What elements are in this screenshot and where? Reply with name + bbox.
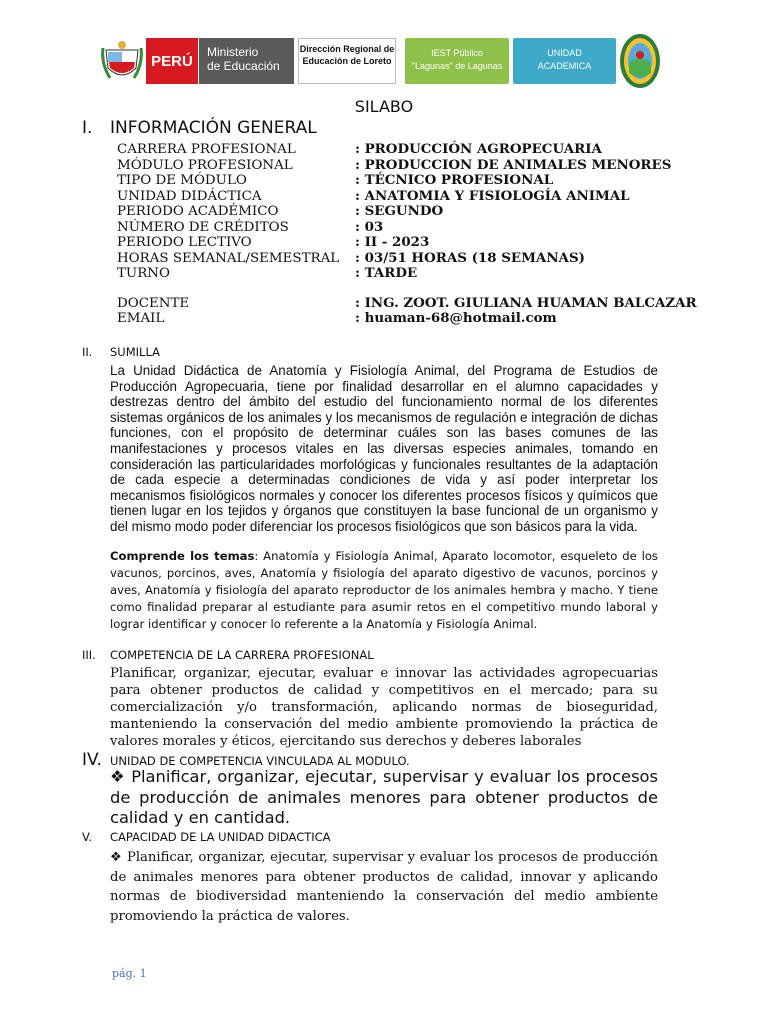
info-label: NÚMERO DE CRÉDITOS [117, 219, 289, 235]
section-4-title: UNIDAD DE COMPETENCIA VINCULADA AL MODULO. [110, 754, 410, 768]
info-row [117, 158, 697, 174]
info-row-docente [117, 296, 697, 312]
institution-crest-icon [619, 33, 661, 89]
info-value: : PRODUCCION DE ANIMALES MENORES [355, 156, 672, 173]
info-row-email [117, 311, 697, 327]
info-row [117, 235, 697, 251]
section-1-heading [82, 118, 317, 138]
info-value: : II - 2023 [355, 234, 430, 250]
info-label: CARRERA PROFESIONAL [117, 142, 296, 157]
dre-logo [298, 38, 396, 84]
info-row [117, 251, 697, 267]
info-row [117, 266, 697, 282]
comprende-text: : Anatomía y Fisiología Animal, Aparato locomotor, esqueleto de los vacunos, porcinos, aves, Anatomía y fisiología del aparato digestivo de vacunos, porcinos y aves, Anatomía y fisiología del aparato reproductor de los animales hembra y macho. Y tiene como finalidad preparar al estudiante para asumir retos en el competitivo mundo laboral y lograr identificar y conocer lo referente a la Anatomía y Fisiología Animal. [110, 549, 658, 631]
sumilla-paragraph: La Unidad Didáctica de Anatomía y Fisiología Animal, del Programa de Estudios de Producción Agropecuaria, tiene por finalidad desarrollar en el alumno capacidades y destrezas dentro del ámbito del estudio del funcionamiento normal de los diferentes sistemas orgánicos de los animales y los mecanismos de regulación e integración de dichas funciones, con el propósito de determinar cuáles son las bases comunes de las manifestaciones y procesos vitales en las diversas especies animales, tomando en consideración las particularidades morfológicas y funcionales resultantes de la adaptación de cada especie a determinadas condiciones de vida y así poder interpretar los mecanismos fisiológicos normales y conocer los diferentes procesos físicos y químicos que tienen lugar en los tejidos y órganos que constituyen la base funcional de un organismo y del mismo modo poder diferenciar los procesos fisiológicos que son básicos para la vida. [110, 363, 658, 534]
info-value: : TARDE [355, 265, 418, 281]
competencia-paragraph: Planificar, organizar, ejecutar, evaluar e innovar las actividades agropecuarias para obtener productos de calidad y competitivos en el mercado; para su comercialización y/o transformación, aplicando normas de bioseguridad, manteniendo la conservación del medio ambiente promoviendo la práctica de valores morales y éticos, ejercitando sus derechos y deberes laborales [110, 666, 658, 749]
section-1-title: INFORMACIÓN GENERAL [110, 118, 317, 138]
info-label: PERIODO LECTIVO [117, 235, 252, 250]
info-label: HORAS SEMANAL/SEMESTRAL [117, 250, 340, 266]
section-3-number: III. [82, 648, 96, 662]
section-4-number: IV. [82, 750, 102, 770]
info-value: : PRODUCCIÓN AGROPECUARIA [355, 141, 602, 157]
section-1-number: I. [82, 118, 93, 138]
info-value: : SEGUNDO [355, 203, 444, 219]
peru-logo [146, 38, 198, 84]
info-row [117, 173, 697, 189]
section-2-title: SUMILLA [110, 345, 160, 359]
info-label: TIPO DE MÓDULO [117, 173, 247, 188]
section-5-number: V. [82, 830, 93, 844]
info-value: : 03 [355, 218, 384, 235]
peru-label: PERÚ [151, 52, 193, 70]
info-label: EMAIL [117, 311, 165, 326]
info-label: DOCENTE [117, 295, 190, 311]
section-2-heading [82, 345, 160, 359]
capacidad-paragraph: ❖ Planificar, organizar, ejecutar, supervisar y evaluar los procesos de producción de animales menores para obtener productos de calidad, innovar y aplicando normas de biodiversidad manteniendo la conservación del medio ambiente promoviendo la práctica de valores. [110, 850, 658, 924]
info-value: : ANATOMIA Y FISIOLOGÍA ANIMAL [355, 187, 630, 204]
info-value: : 03/51 HORAS (18 SEMANAS) [355, 249, 585, 266]
ua-line1: UNIDAD [547, 48, 582, 58]
email-value: : huaman-68@hotmail.com [355, 310, 557, 326]
info-label: UNIDAD DIDÁCTICA [117, 188, 262, 204]
iest-logo [405, 38, 509, 84]
section-5-title: CAPACIDAD DE LA UNIDAD DIDACTICA [110, 830, 331, 844]
comprende-label: Comprende los temas [110, 549, 255, 563]
iest-line1: IEST Público [431, 48, 483, 58]
page-header [100, 36, 668, 92]
section-3-title: COMPETENCIA DE LA CARRERA PROFESIONAL [110, 648, 374, 662]
info-value: : ING. ZOOT. GIULIANA HUAMAN BALCAZAR [355, 294, 697, 311]
info-label: MÓDULO PROFESIONAL [117, 157, 293, 173]
comprende-paragraph [110, 548, 658, 633]
info-label: PERIODO ACADÉMICO [117, 204, 279, 219]
info-row [117, 204, 697, 220]
general-info-table [117, 142, 697, 327]
page-number: pág. 1 [112, 967, 147, 980]
section-2-number: II. [82, 345, 93, 359]
info-row [117, 220, 697, 236]
unidad-academica-logo [513, 38, 616, 84]
spacer [117, 282, 697, 296]
unidad-competencia-paragraph: ❖ Planificar, organizar, ejecutar, supervisar y evaluar los procesos de producción de animales menores para obtener productos de calidad y en cantidad. [110, 767, 658, 827]
info-row [117, 189, 697, 205]
ministerio-line2: de Educación [207, 59, 280, 73]
info-row [117, 142, 697, 158]
info-value: : TÉCNICO PROFESIONAL [355, 172, 554, 188]
iest-line2: "Lagunas" de Lagunas [411, 61, 503, 71]
dre-label: Dirección Regional de Educación de Loreto [299, 44, 395, 66]
info-label: TURNO [117, 266, 170, 281]
minedu-logo [199, 38, 294, 84]
peru-coat-of-arms-icon [100, 38, 144, 84]
ministerio-line1: Ministerio [207, 45, 259, 59]
section-3-heading [82, 648, 374, 662]
section-5-heading [82, 830, 331, 844]
ua-line2: ACADEMICA [537, 61, 592, 71]
document-title: SILABO [354, 97, 414, 116]
